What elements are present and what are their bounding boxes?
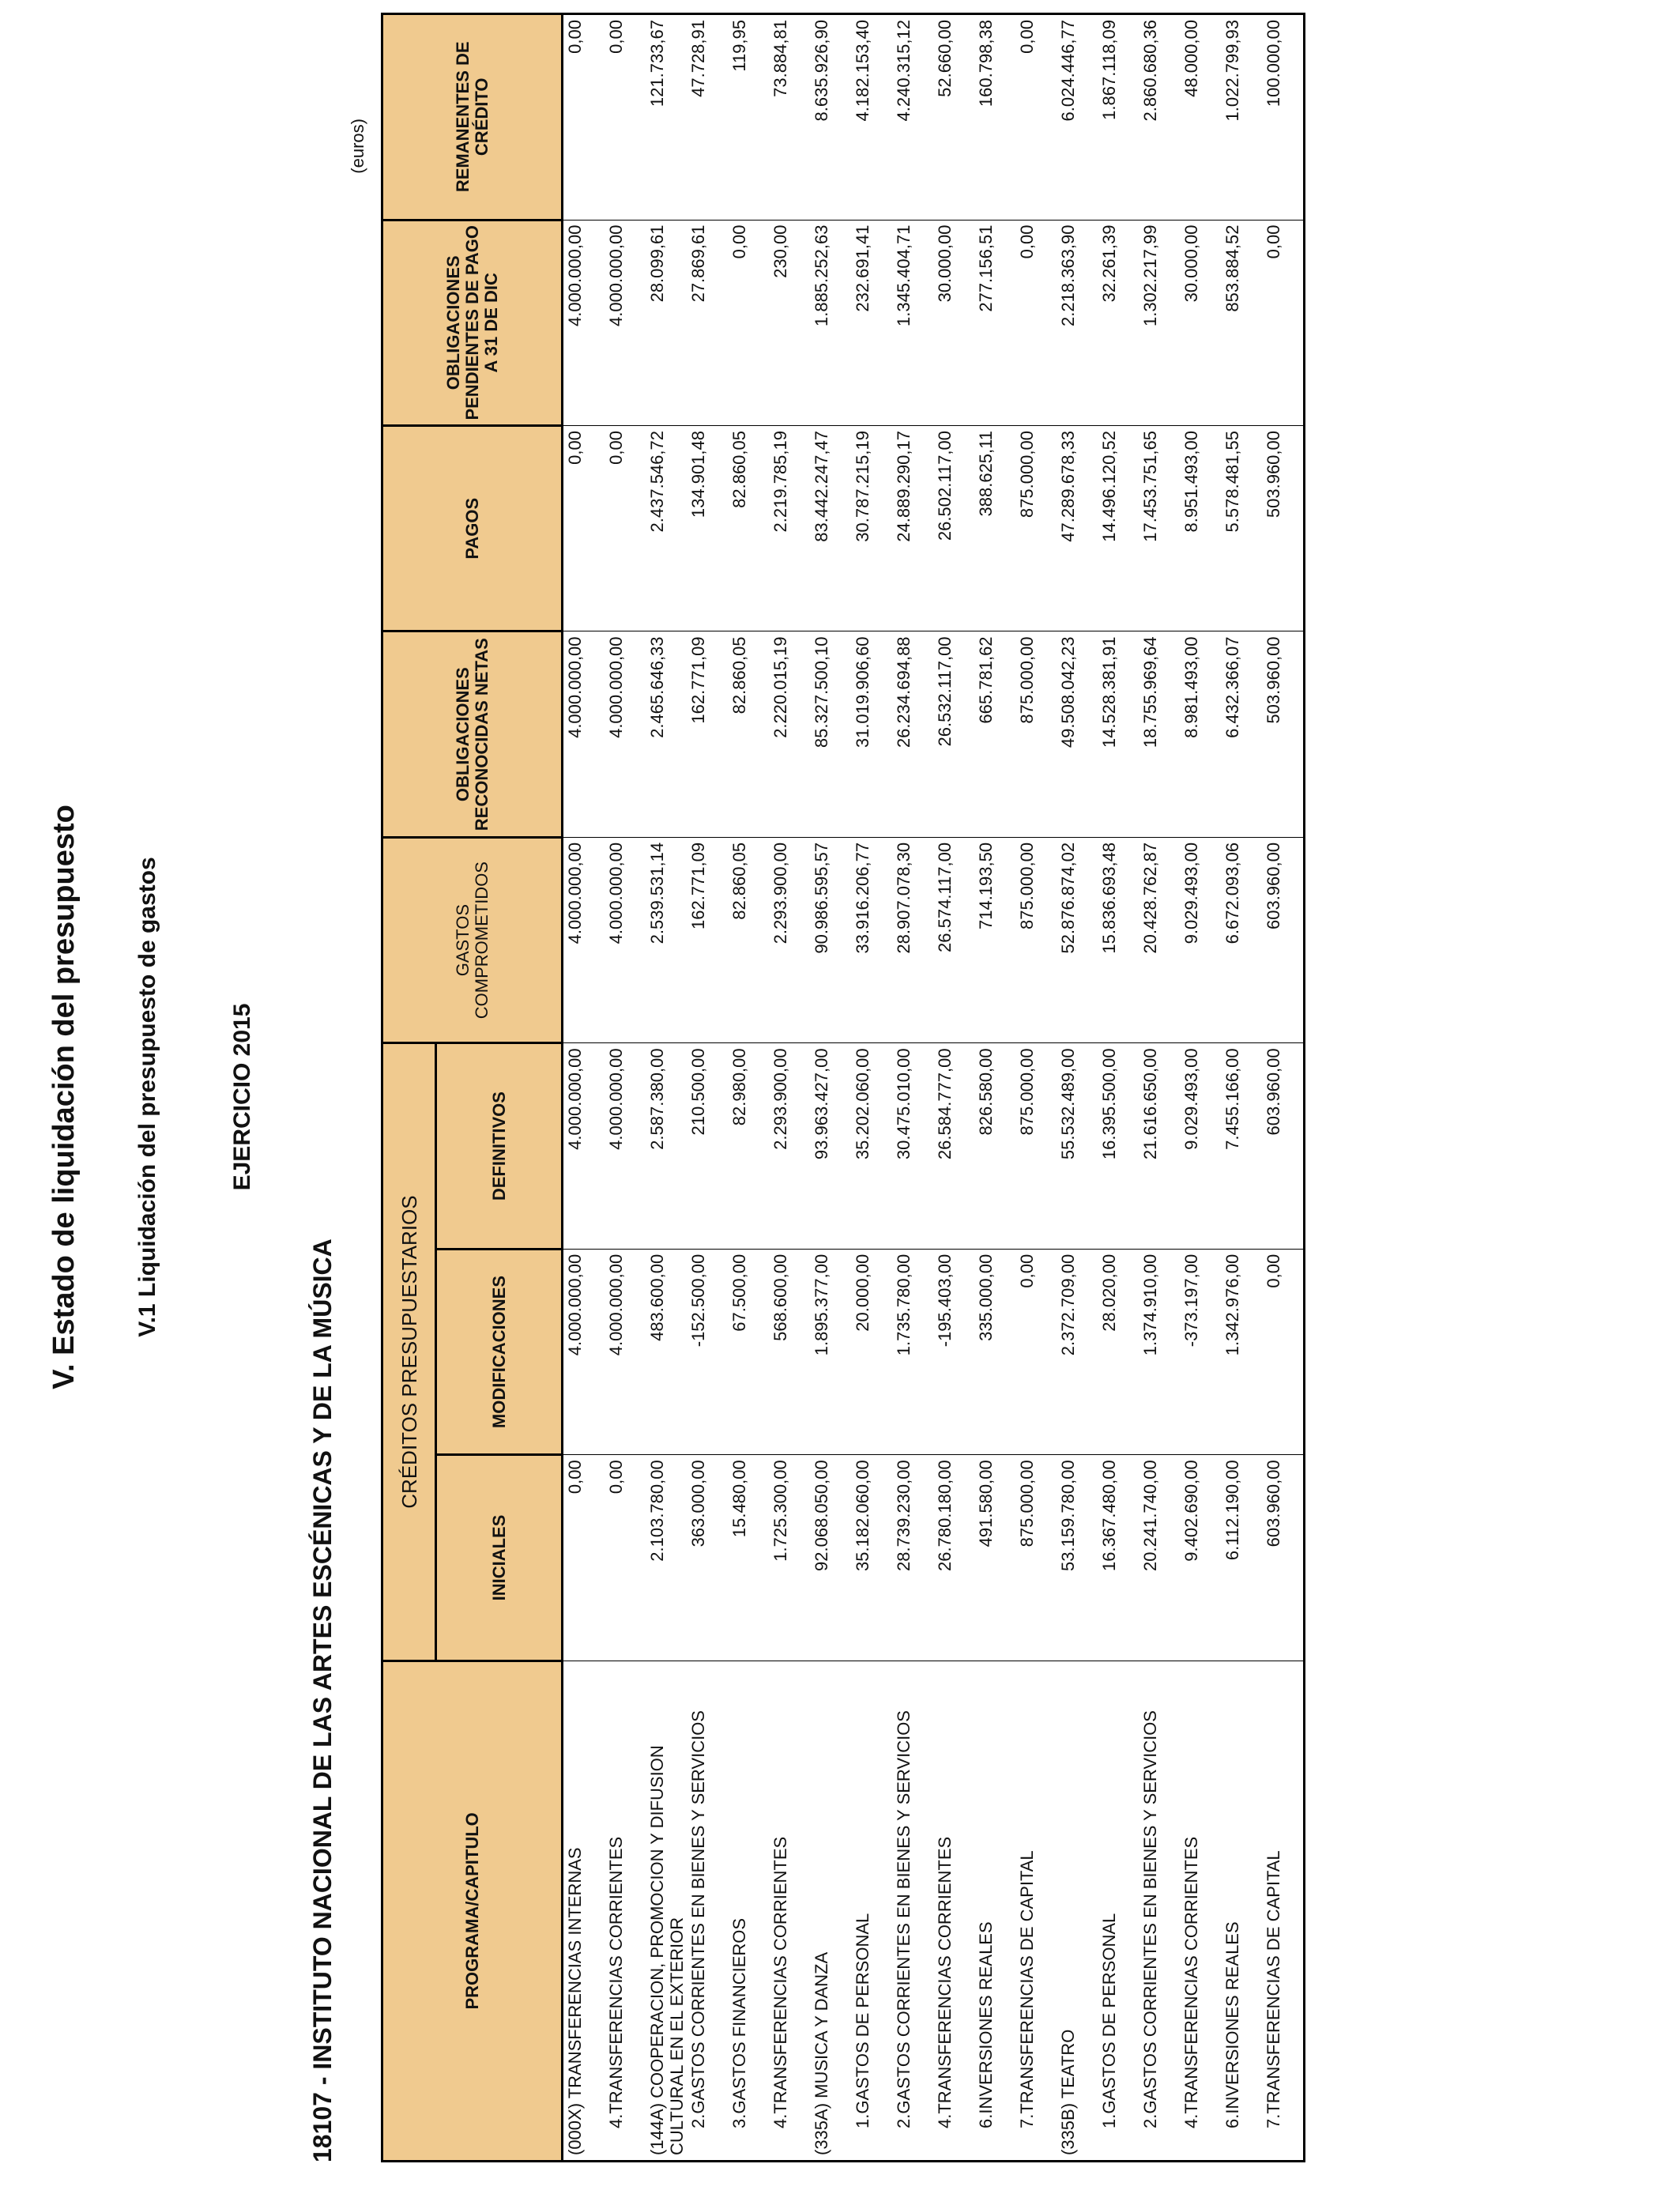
table-row xyxy=(605,14,646,2162)
value-cell-gas: 82.860,05 xyxy=(728,837,769,1042)
program-cell: 7.TRANSFERENCIAS DE CAPITAL xyxy=(1262,1661,1305,2161)
value-cell-pen: 853.884,52 xyxy=(1221,220,1262,425)
value-cell-mod: 0,00 xyxy=(1262,1249,1305,1454)
value-cell-obl: 26.532.117,00 xyxy=(933,631,974,837)
value-cell-mod: 28.020,00 xyxy=(1098,1249,1139,1454)
value-cell-obl: 2.220.015,19 xyxy=(769,631,810,837)
value-cell-pen: 230,00 xyxy=(769,220,810,425)
value-cell-rem: 0,00 xyxy=(605,14,646,221)
header-pendientes: OBLIGACIONES PENDIENTES DE PAGO A 31 DE DIC xyxy=(382,220,563,425)
value-cell-obl: 8.981.493,00 xyxy=(1180,631,1221,837)
value-cell-gas: 52.876.874,02 xyxy=(1057,837,1098,1042)
header-creditos-group: CRÉDITOS PRESUPUESTARIOS xyxy=(382,1043,436,1661)
value-cell-pag: 388.625,11 xyxy=(974,426,1015,631)
value-cell-def: 4.000.000,00 xyxy=(563,1043,605,1249)
value-cell-pag: 134.901,48 xyxy=(687,426,728,631)
table-row xyxy=(892,14,933,2162)
value-cell-obl: 14.528.381,91 xyxy=(1098,631,1139,837)
value-cell-def: 2.293.900,00 xyxy=(769,1043,810,1249)
value-cell-obl: 49.508.042,23 xyxy=(1057,631,1098,837)
program-cell: 2.GASTOS CORRIENTES EN BIENES Y SERVICIOS xyxy=(892,1661,933,2161)
value-cell-gas: 33.916.206,77 xyxy=(851,837,892,1042)
value-cell-obl: 26.234.694,88 xyxy=(892,631,933,837)
value-cell-pag: 2.219.785,19 xyxy=(769,426,810,631)
value-cell-pen: 2.218.363,90 xyxy=(1057,220,1098,425)
value-cell-mod: 4.000.000,00 xyxy=(563,1249,605,1454)
budget-table xyxy=(381,13,1305,2162)
value-cell-rem: 0,00 xyxy=(563,14,605,221)
value-cell-ini: 2.103.780,00 xyxy=(646,1455,687,1661)
table-row xyxy=(1221,14,1262,2162)
value-cell-pen: 30.000,00 xyxy=(1180,220,1221,425)
value-cell-gas: 90.986.595,57 xyxy=(810,837,851,1042)
value-cell-gas: 9.029.493,00 xyxy=(1180,837,1221,1042)
value-cell-ini: 0,00 xyxy=(563,1455,605,1661)
value-cell-rem: 100.000,00 xyxy=(1262,14,1305,221)
value-cell-pag: 2.437.546,72 xyxy=(646,426,687,631)
value-cell-ini: 92.068.050,00 xyxy=(810,1455,851,1661)
value-cell-pag: 17.453.751,65 xyxy=(1139,426,1180,631)
program-cell: 1.GASTOS DE PERSONAL xyxy=(851,1661,892,2161)
value-cell-mod: 0,00 xyxy=(1015,1249,1057,1454)
value-cell-rem: 121.733,67 xyxy=(646,14,687,221)
table-row xyxy=(1057,14,1098,2162)
header-modificaciones: MODIFICACIONES xyxy=(436,1249,563,1454)
header-programa: PROGRAMA/CAPITULO xyxy=(382,1661,563,2161)
value-cell-pag: 503.960,00 xyxy=(1262,426,1305,631)
table-row xyxy=(933,14,974,2162)
value-cell-pag: 82.860,05 xyxy=(728,426,769,631)
value-cell-mod: 20.000,00 xyxy=(851,1249,892,1454)
value-cell-pag: 47.289.678,33 xyxy=(1057,426,1098,631)
value-cell-ini: 9.402.690,00 xyxy=(1180,1455,1221,1661)
value-cell-def: 82.980,00 xyxy=(728,1043,769,1249)
program-cell: (335B) TEATRO xyxy=(1057,1661,1098,2161)
value-cell-rem: 1.867.118,09 xyxy=(1098,14,1139,221)
table-row xyxy=(974,14,1015,2162)
value-cell-rem: 73.884,81 xyxy=(769,14,810,221)
value-cell-def: 9.029.493,00 xyxy=(1180,1043,1221,1249)
value-cell-ini: 28.739.230,00 xyxy=(892,1455,933,1661)
value-cell-def: 55.532.489,00 xyxy=(1057,1043,1098,1249)
program-cell: 4.TRANSFERENCIAS CORRIENTES xyxy=(769,1661,810,2161)
value-cell-def: 21.616.650,00 xyxy=(1139,1043,1180,1249)
table-row xyxy=(728,14,769,2162)
value-cell-mod: -152.500,00 xyxy=(687,1249,728,1454)
table-row xyxy=(769,14,810,2162)
program-cell: 7.TRANSFERENCIAS DE CAPITAL xyxy=(1015,1661,1057,2161)
value-cell-pen: 4.000.000,00 xyxy=(605,220,646,425)
value-cell-ini: 363.000,00 xyxy=(687,1455,728,1661)
program-cell: 4.TRANSFERENCIAS CORRIENTES xyxy=(605,1661,646,2161)
value-cell-pag: 26.502.117,00 xyxy=(933,426,974,631)
value-cell-rem: 6.024.446,77 xyxy=(1057,14,1098,221)
value-cell-def: 16.395.500,00 xyxy=(1098,1043,1139,1249)
value-cell-rem: 4.182.153,40 xyxy=(851,14,892,221)
value-cell-pag: 14.496.120,52 xyxy=(1098,426,1139,631)
table-row xyxy=(1098,14,1139,2162)
table-row xyxy=(851,14,892,2162)
table-row xyxy=(1139,14,1180,2162)
header-iniciales: INICIALES xyxy=(436,1455,563,1661)
value-cell-gas: 4.000.000,00 xyxy=(605,837,646,1042)
value-cell-gas: 2.293.900,00 xyxy=(769,837,810,1042)
value-cell-obl: 85.327.500,10 xyxy=(810,631,851,837)
program-cell: 4.TRANSFERENCIAS CORRIENTES xyxy=(933,1661,974,2161)
value-cell-rem: 119,95 xyxy=(728,14,769,221)
value-cell-pen: 0,00 xyxy=(728,220,769,425)
value-cell-gas: 603.960,00 xyxy=(1262,837,1305,1042)
value-cell-pag: 8.951.493,00 xyxy=(1180,426,1221,631)
value-cell-rem: 2.860.680,36 xyxy=(1139,14,1180,221)
value-cell-def: 35.202.060,00 xyxy=(851,1043,892,1249)
table-row xyxy=(563,14,605,2162)
value-cell-pen: 232.691,41 xyxy=(851,220,892,425)
value-cell-ini: 491.580,00 xyxy=(974,1455,1015,1661)
value-cell-gas: 4.000.000,00 xyxy=(563,837,605,1042)
program-cell: (000X) TRANSFERENCIAS INTERNAS xyxy=(563,1661,605,2161)
value-cell-mod: 1.735.780,00 xyxy=(892,1249,933,1454)
value-cell-obl: 2.465.646,33 xyxy=(646,631,687,837)
value-cell-pag: 0,00 xyxy=(563,426,605,631)
table-row xyxy=(646,14,687,2162)
value-cell-obl: 4.000.000,00 xyxy=(605,631,646,837)
value-cell-pag: 0,00 xyxy=(605,426,646,631)
value-cell-pen: 1.302.217,99 xyxy=(1139,220,1180,425)
table-row xyxy=(1180,14,1221,2162)
program-cell: 2.GASTOS CORRIENTES EN BIENES Y SERVICIOS xyxy=(687,1661,728,2161)
table-row xyxy=(687,14,728,2162)
value-cell-obl: 162.771,09 xyxy=(687,631,728,837)
value-cell-obl: 82.860,05 xyxy=(728,631,769,837)
value-cell-ini: 20.241.740,00 xyxy=(1139,1455,1180,1661)
unit-label: (euros) xyxy=(348,119,367,174)
value-cell-pen: 30.000,00 xyxy=(933,220,974,425)
value-cell-gas: 162.771,09 xyxy=(687,837,728,1042)
value-cell-mod: 2.372.709,00 xyxy=(1057,1249,1098,1454)
program-cell: 1.GASTOS DE PERSONAL xyxy=(1098,1661,1139,2161)
fiscal-year: EJERCICIO 2015 xyxy=(229,1003,255,1191)
value-cell-pen: 28.099,61 xyxy=(646,220,687,425)
value-cell-mod: -373.197,00 xyxy=(1180,1249,1221,1454)
value-cell-pen: 32.261,39 xyxy=(1098,220,1139,425)
table-row xyxy=(1262,14,1305,2162)
value-cell-rem: 52.660,00 xyxy=(933,14,974,221)
value-cell-ini: 16.367.480,00 xyxy=(1098,1455,1139,1661)
value-cell-def: 4.000.000,00 xyxy=(605,1043,646,1249)
value-cell-gas: 875.000,00 xyxy=(1015,837,1057,1042)
header-definitivos: DEFINITIVOS xyxy=(436,1043,563,1249)
value-cell-obl: 4.000.000,00 xyxy=(563,631,605,837)
value-cell-pag: 24.889.290,17 xyxy=(892,426,933,631)
value-cell-pen: 277.156,51 xyxy=(974,220,1015,425)
value-cell-def: 7.455.166,00 xyxy=(1221,1043,1262,1249)
value-cell-rem: 47.728,91 xyxy=(687,14,728,221)
value-cell-rem: 8.635.926,90 xyxy=(810,14,851,221)
value-cell-ini: 15.480,00 xyxy=(728,1455,769,1661)
value-cell-gas: 6.672.093,06 xyxy=(1221,837,1262,1042)
value-cell-pag: 5.578.481,55 xyxy=(1221,426,1262,631)
value-cell-obl: 503.960,00 xyxy=(1262,631,1305,837)
value-cell-gas: 15.836.693,48 xyxy=(1098,837,1139,1042)
value-cell-pen: 0,00 xyxy=(1262,220,1305,425)
header-remanentes: REMANENTES DE CRÉDITO xyxy=(382,14,563,221)
header-obligaciones: OBLIGACIONES RECONOCIDAS NETAS xyxy=(382,631,563,837)
value-cell-def: 2.587.380,00 xyxy=(646,1043,687,1249)
value-cell-obl: 31.019.906,60 xyxy=(851,631,892,837)
value-cell-pag: 83.442.247,47 xyxy=(810,426,851,631)
header-gastos: GASTOS COMPROMETIDOS xyxy=(382,837,563,1042)
program-cell: (335A) MUSICA Y DANZA xyxy=(810,1661,851,2161)
value-cell-ini: 53.159.780,00 xyxy=(1057,1455,1098,1661)
table-body xyxy=(563,14,1305,2162)
value-cell-mod: 335.000,00 xyxy=(974,1249,1015,1454)
value-cell-mod: 1.895.377,00 xyxy=(810,1249,851,1454)
value-cell-rem: 0,00 xyxy=(1015,14,1057,221)
value-cell-ini: 26.780.180,00 xyxy=(933,1455,974,1661)
value-cell-ini: 35.182.060,00 xyxy=(851,1455,892,1661)
value-cell-def: 26.584.777,00 xyxy=(933,1043,974,1249)
value-cell-ini: 875.000,00 xyxy=(1015,1455,1057,1661)
program-cell: 3.GASTOS FINANCIEROS xyxy=(728,1661,769,2161)
program-cell: 6.INVERSIONES REALES xyxy=(974,1661,1015,2161)
value-cell-mod: -195.403,00 xyxy=(933,1249,974,1454)
value-cell-ini: 6.112.190,00 xyxy=(1221,1455,1262,1661)
value-cell-pen: 27.869,61 xyxy=(687,220,728,425)
value-cell-gas: 20.428.762,87 xyxy=(1139,837,1180,1042)
value-cell-def: 826.580,00 xyxy=(974,1043,1015,1249)
value-cell-obl: 6.432.366,07 xyxy=(1221,631,1262,837)
header-pagos: PAGOS xyxy=(382,426,563,631)
value-cell-pen: 1.885.252,63 xyxy=(810,220,851,425)
value-cell-rem: 160.798,38 xyxy=(974,14,1015,221)
value-cell-rem: 1.022.799,93 xyxy=(1221,14,1262,221)
value-cell-mod: 1.342.976,00 xyxy=(1221,1249,1262,1454)
value-cell-gas: 26.574.117,00 xyxy=(933,837,974,1042)
value-cell-ini: 0,00 xyxy=(605,1455,646,1661)
value-cell-mod: 67.500,00 xyxy=(728,1249,769,1454)
table-row xyxy=(1015,14,1057,2162)
value-cell-pag: 30.787.215,19 xyxy=(851,426,892,631)
program-cell: 4.TRANSFERENCIAS CORRIENTES xyxy=(1180,1661,1221,2161)
value-cell-rem: 4.240.315,12 xyxy=(892,14,933,221)
program-cell: 2.GASTOS CORRIENTES EN BIENES Y SERVICIOS xyxy=(1139,1661,1180,2161)
value-cell-def: 210.500,00 xyxy=(687,1043,728,1249)
value-cell-pen: 1.345.404,71 xyxy=(892,220,933,425)
value-cell-def: 30.475.010,00 xyxy=(892,1043,933,1249)
value-cell-gas: 714.193,50 xyxy=(974,837,1015,1042)
value-cell-obl: 875.000,00 xyxy=(1015,631,1057,837)
value-cell-def: 875.000,00 xyxy=(1015,1043,1057,1249)
value-cell-mod: 4.000.000,00 xyxy=(605,1249,646,1454)
value-cell-mod: 483.600,00 xyxy=(646,1249,687,1454)
page-title: V. Estado de liquidación del presupuesto xyxy=(47,805,81,1389)
program-cell: 6.INVERSIONES REALES xyxy=(1221,1661,1262,2161)
value-cell-obl: 18.755.969,64 xyxy=(1139,631,1180,837)
table-row xyxy=(810,14,851,2162)
value-cell-gas: 2.539.531,14 xyxy=(646,837,687,1042)
page-subtitle: V.1 Liquidación del presupuesto de gastos xyxy=(134,857,160,1337)
value-cell-obl: 665.781,62 xyxy=(974,631,1015,837)
value-cell-pen: 4.000.000,00 xyxy=(563,220,605,425)
value-cell-ini: 603.960,00 xyxy=(1262,1455,1305,1661)
value-cell-mod: 568.600,00 xyxy=(769,1249,810,1454)
value-cell-rem: 48.000,00 xyxy=(1180,14,1221,221)
entity-title: 18107 - INSTITUTO NACIONAL DE LAS ARTES ESCÉNICAS Y DE LA MÚSICA xyxy=(308,1238,337,2162)
value-cell-gas: 28.907.078,30 xyxy=(892,837,933,1042)
value-cell-mod: 1.374.910,00 xyxy=(1139,1249,1180,1454)
value-cell-pen: 0,00 xyxy=(1015,220,1057,425)
value-cell-ini: 1.725.300,00 xyxy=(769,1455,810,1661)
value-cell-pag: 875.000,00 xyxy=(1015,426,1057,631)
value-cell-def: 603.960,00 xyxy=(1262,1043,1305,1249)
value-cell-def: 93.963.427,00 xyxy=(810,1043,851,1249)
program-cell: (144A) COOPERACION, PROMOCION Y DIFUSION CULTURAL EN EL EXTERIOR xyxy=(646,1661,687,2161)
